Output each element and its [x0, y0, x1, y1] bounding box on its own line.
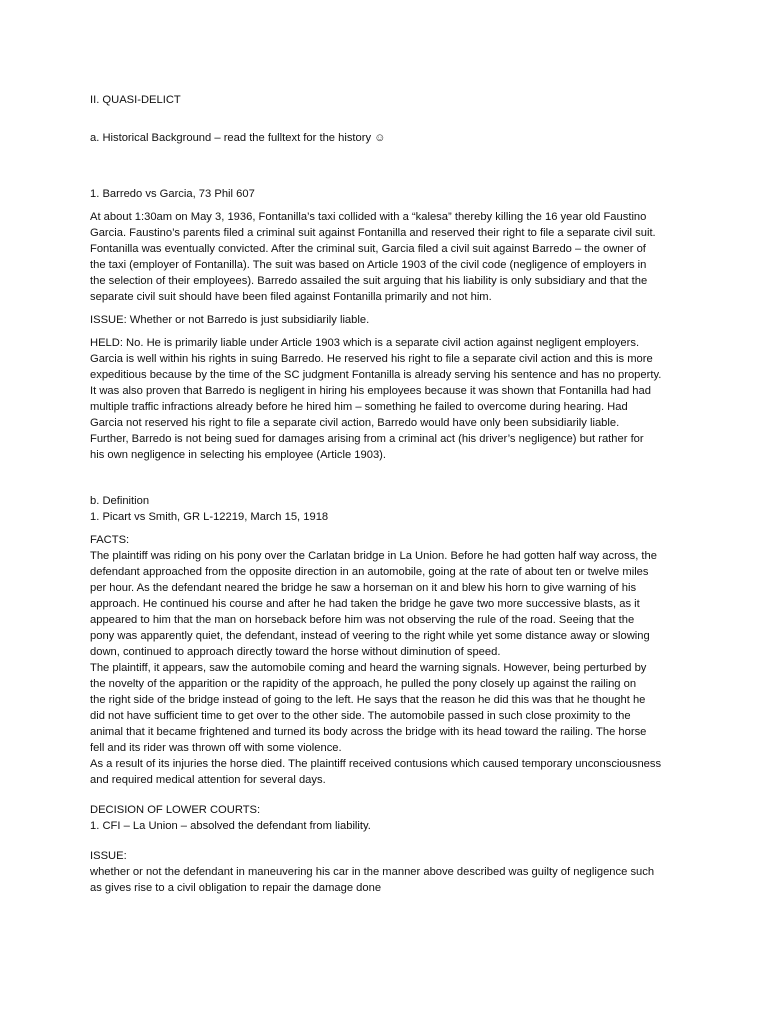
case2-title: 1. Picart vs Smith, GR L-12219, March 15, 1918 [90, 511, 329, 523]
facts-label: FACTS: [90, 534, 130, 546]
historical-background-label: a. Historical Background – read the fulltext for the history [90, 132, 372, 144]
historical-background-line [90, 130, 690, 146]
case1-issue: ISSUE: Whether or not Barredo is just subsidiarily liable. [90, 314, 370, 326]
definition-label: b. Definition [90, 495, 150, 507]
case1-title: 1. Barredo vs Garcia, 73 Phil 607 [90, 188, 255, 200]
smiley-icon: ☺ [374, 132, 386, 144]
document-page [90, 92, 690, 896]
lower-courts-label: DECISION OF LOWER COURTS: [90, 804, 261, 816]
lower-courts-decision: 1. CFI – La Union – absolved the defendant from liability. [90, 820, 371, 832]
case2-issue: whether or not the defendant in maneuvering his car in the manner above described was guilty of negligence such as gives rise to a civil obligation to repair the damage done [90, 866, 655, 894]
section-title: II. QUASI-DELICT [90, 94, 181, 106]
case2-facts: The plaintiff was riding on his pony over the Carlatan bridge in La Union. Before he had gotten half way across, the defendant approached from the opposite direction in an automobile, going at the rate of about ten or twelve miles per hour. As the defendant neared the bridge he saw a horseman on it and blew his horn to give warning of his approach. He continued his course and after he had taken the bridge he gave two more successive blasts, as it appeared to him that the man on horseback before him was not observing the rule of the road. Seeing that the pony was apparently quiet, the defendant, instead of veering to the right while yet some distance away or slowing down, continued to approach directly toward the horse without diminution of speed. The plaintiff, it appears, saw the automobile coming and heard the warning signals. However, being perturbed by the novelty of the apparition or the rapidity of the approach, he pulled the pony closely up against the railing on the right side of the bridge instead of going to the left. He says that the reason he did this was that he thought he did not have sufficient time to get over to the other side. The automobile passed in such close proximity to the animal that it became frightened and turned its body across the bridge with its head toward the railing. The horse fell and its rider was thrown off with some violence. As a result of its injuries the horse died. The plaintiff received contusions which caused temporary unconsciousness and required medical attention for several days. [90, 550, 662, 786]
issue-label: ISSUE: [90, 850, 127, 862]
case1-facts: At about 1:30am on May 3, 1936, Fontanilla’s taxi collided with a “kalesa” thereby killing the 16 year old Faustino Garcia. Faustino’s parents filed a criminal suit against Fontanilla and reserved their right to file a separate civil suit. Fontanilla was eventually convicted. After the criminal suit, Garcia filed a civil suit against Barredo – the owner of the taxi (employer of Fontanilla). The suit was based on Article 1903 of the civil code (negligence of employers in the selection of their employees). Barredo assailed the suit arguing that his liability is only subsidiary and that the separate civil suit should have been filed against Fontanilla primarily and not him. [90, 211, 656, 303]
case1-held: HELD: No. He is primarily liable under Article 1903 which is a separate civil action against negligent employers. Garcia is well within his rights in suing Barredo. He reserved his right to file a separate civil action and this is more expeditious because by the time of the SC judgment Fontanilla is already serving his sentence and has no property. It was also proven that Barredo is negligent in hiring his employees because it was shown that Fontanilla had had multiple traffic infractions already before he hired him – something he failed to overcome during hearing. Had Garcia not reserved his right to file a separate civil action, Barredo would have only been subsidiarily liable. Further, Barredo is not being sued for damages arising from a criminal act (his driver’s negligence) but rather for his own negligence in selecting his employee (Article 1903). [90, 337, 662, 461]
